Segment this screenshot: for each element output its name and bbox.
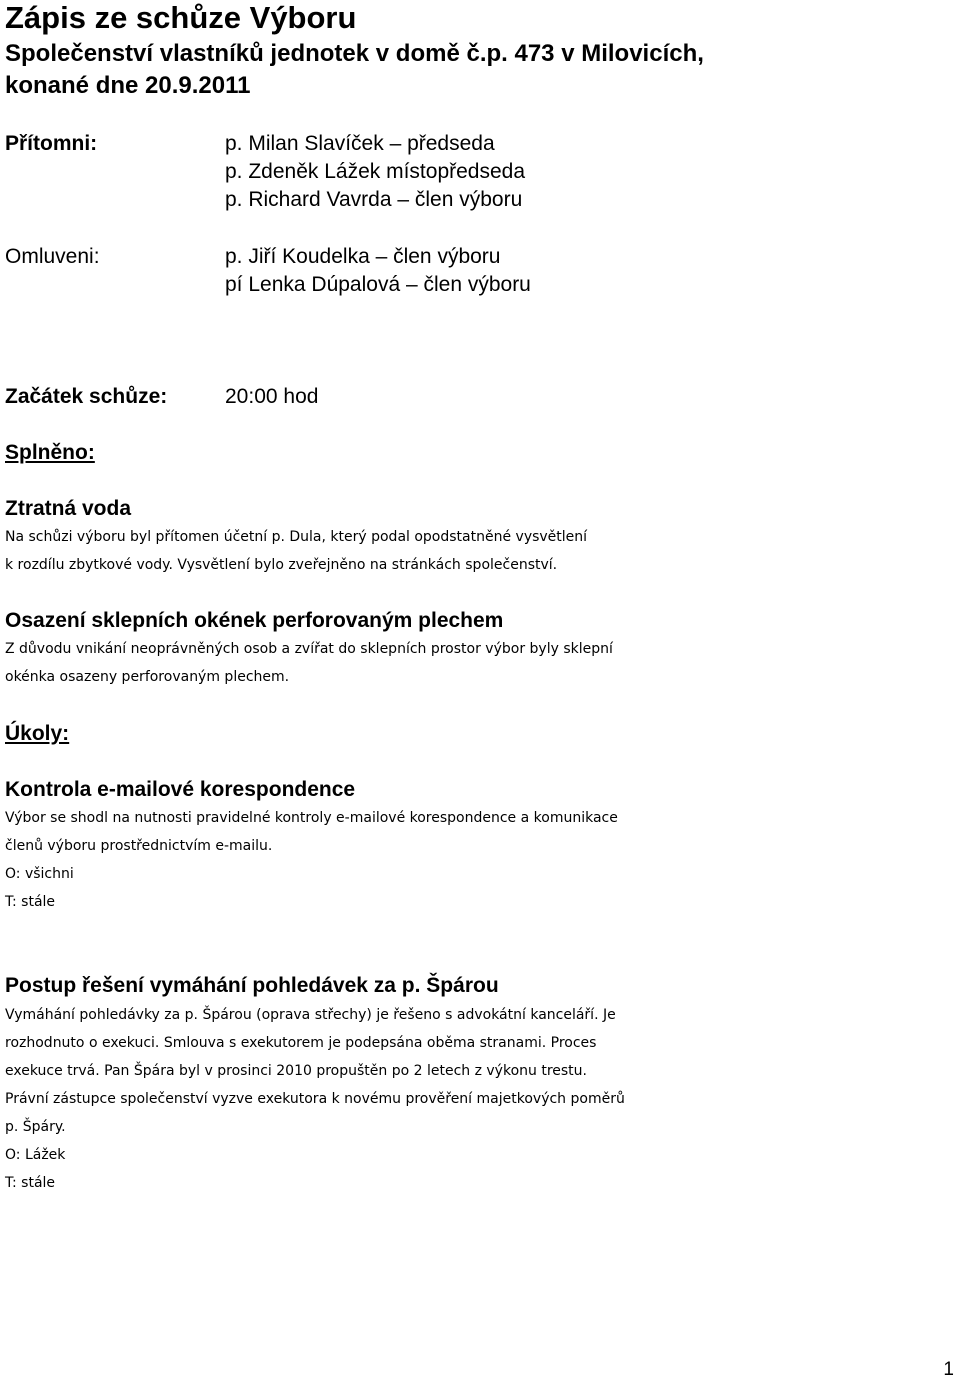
task-owner: O: Lážek xyxy=(5,1147,66,1163)
document-subtitle xyxy=(5,38,704,102)
task-term: T: stále xyxy=(5,894,56,910)
text-line: rozhodnuto o exekuci. Smlouva s exekutorem je podepsána oběma stranami. Proces xyxy=(5,1035,597,1051)
start-label: Začátek schůze: xyxy=(5,385,168,408)
subtitle-line: Společenství vlastníků jednotek v domě č.p. 473 v Milovicích, xyxy=(5,40,704,67)
text-line: Na schůzi výboru byl přítomen účetní p. Dula, který podal opodstatněné vysvětlení xyxy=(5,529,588,545)
completed-item-title: Ztratná voda xyxy=(5,497,132,520)
document-title: Zápis ze schůze Výboru xyxy=(5,0,357,35)
text-line: k rozdílu zbytkové vody. Vysvětlení bylo zveřejněno na stránkách společenství. xyxy=(5,557,558,573)
page-number: 1 xyxy=(943,1359,954,1380)
tasks-heading: Úkoly: xyxy=(5,722,70,745)
subtitle-line: konané dne 20.9.2011 xyxy=(5,72,251,99)
excused-list xyxy=(225,243,531,299)
task-title: Kontrola e-mailové korespondence xyxy=(5,778,356,801)
text-line: členů výboru prostřednictvím e-mailu. xyxy=(5,838,273,854)
task-owner: O: všichni xyxy=(5,866,74,882)
present-list xyxy=(225,130,525,214)
start-value: 20:00 hod xyxy=(225,385,319,408)
present-label: Přítomni: xyxy=(5,132,98,155)
task-text xyxy=(5,804,957,916)
text-line: p. Špáry. xyxy=(5,1119,66,1135)
text-line: Vymáhání pohledávky za p. Špárou (oprava střechy) je řešeno s advokátní kanceláří. Je xyxy=(5,1007,616,1023)
completed-heading: Splněno: xyxy=(5,441,95,464)
present-member: p. Milan Slavíček – předseda xyxy=(225,132,495,155)
task-title: Postup řešení vymáhání pohledávek za p. Špárou xyxy=(5,974,499,997)
excused-label: Omluveni: xyxy=(5,245,100,268)
text-line: exekuce trvá. Pan Špára byl v prosinci 2010 propuštěn po 2 letech z výkonu trestu. xyxy=(5,1063,587,1079)
excused-member: p. Jiří Koudelka – člen výboru xyxy=(225,245,501,268)
text-line: Právní zástupce společenství vyzve exekutora k novému prověření majetkových poměrů xyxy=(5,1091,625,1107)
task-term: T: stále xyxy=(5,1175,56,1191)
completed-item-text xyxy=(5,523,957,579)
text-line: Výbor se shodl na nutnosti pravidelné kontroly e-mailové korespondence a komunikace xyxy=(5,810,618,826)
text-line: okénka osazeny perforovaným plechem. xyxy=(5,669,290,685)
task-text xyxy=(5,1001,957,1197)
text-line: Z důvodu vnikání neoprávněných osob a zvířat do sklepních prostor výbor byly sklepní xyxy=(5,641,613,657)
present-member: p. Richard Vavrda – člen výboru xyxy=(225,188,523,211)
completed-item-text xyxy=(5,635,957,691)
completed-item-title: Osazení sklepních okének perforovaným plechem xyxy=(5,609,504,632)
present-member: p. Zdeněk Lážek místopředseda xyxy=(225,160,526,183)
excused-member: pí Lenka Dúpalová – člen výboru xyxy=(225,273,531,296)
